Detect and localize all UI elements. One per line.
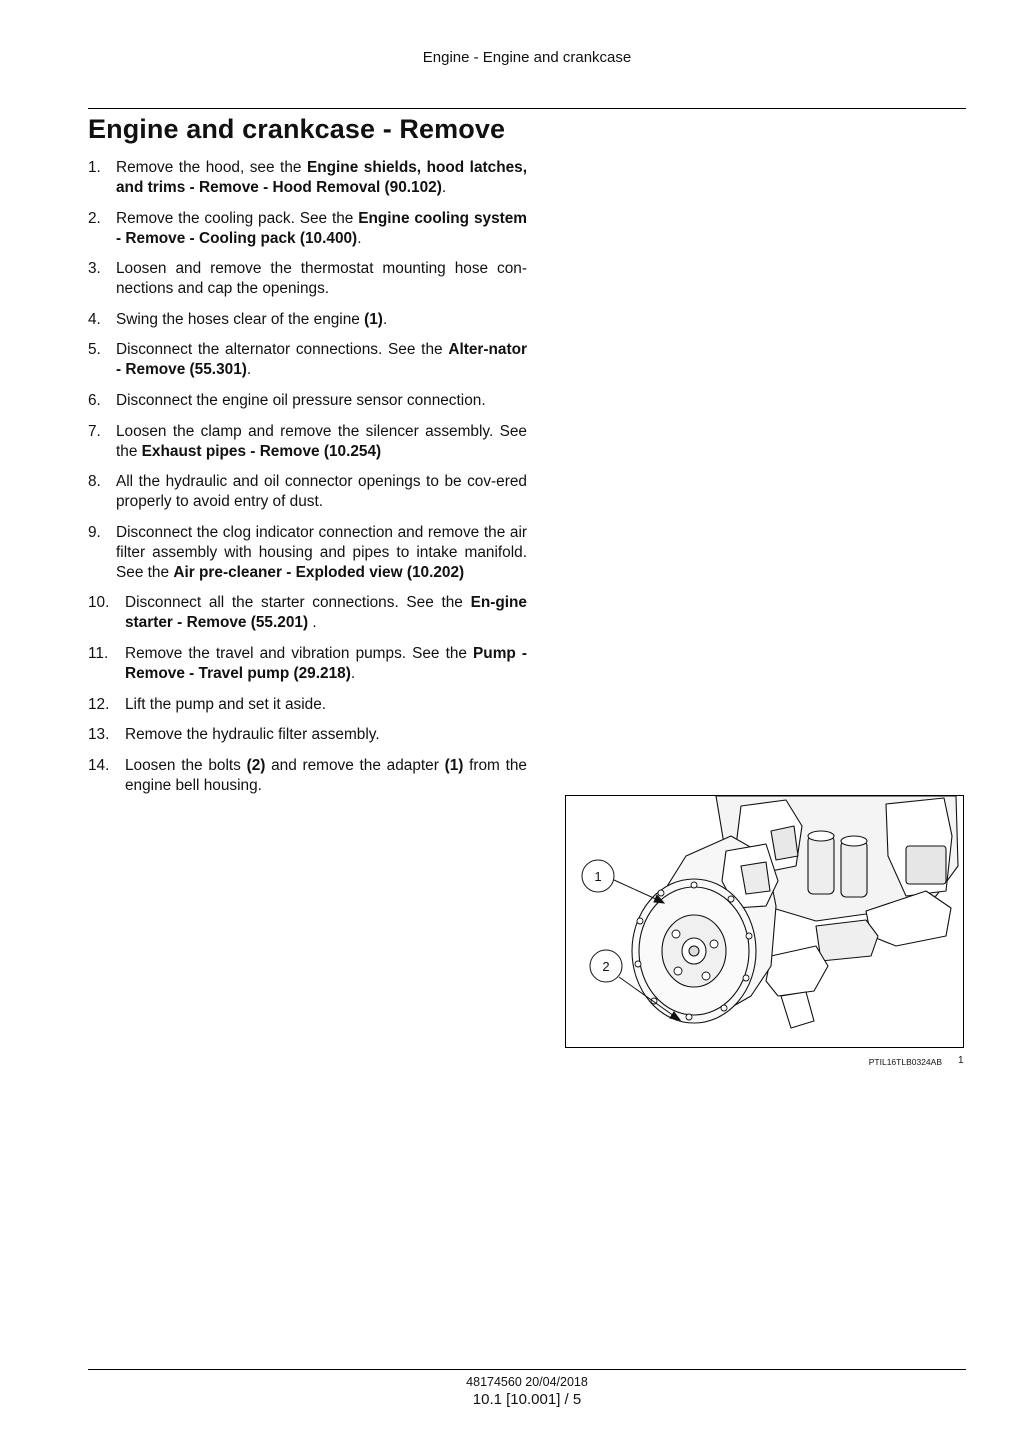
step-item	[88, 209, 527, 249]
step-number: 12.	[88, 695, 110, 713]
running-header: Engine - Engine and crankcase	[422, 49, 632, 66]
step-item	[88, 391, 527, 411]
step-text: .	[441, 179, 447, 196]
step-reference: Air pre-cleaner - Exploded view (10.202)	[173, 563, 465, 581]
step-text: .	[350, 664, 356, 682]
step-item	[88, 593, 527, 633]
step-item	[88, 644, 527, 684]
page-title: Engine and crankcase - Remove	[88, 114, 506, 144]
step-text: Loosen and remove the thermostat mounting hose con-nections and cap the openings.	[116, 260, 527, 298]
step-number: 4.	[88, 310, 101, 328]
step-number: 14.	[88, 756, 110, 774]
step-text: Remove the hydraulic filter assembly.	[125, 726, 380, 744]
procedure-steps	[88, 158, 527, 806]
step-item	[88, 259, 527, 299]
step-text: and remove the adapter	[265, 756, 445, 774]
step-item	[88, 158, 527, 198]
step-item	[88, 695, 527, 715]
footer-rule	[88, 1369, 966, 1370]
engine-illustration	[565, 795, 964, 1048]
step-reference: Alter-nator - Remove (55.301)	[116, 341, 527, 379]
step-text: .	[308, 614, 317, 632]
document-id: 48174560 20/04/2018	[466, 1375, 588, 1389]
callout-1-label: 1	[594, 869, 602, 884]
step-number: 8.	[88, 473, 101, 491]
header-rule	[88, 108, 966, 109]
step-text: Swing the hoses clear of the engine	[116, 310, 365, 328]
step-text: .	[246, 361, 252, 379]
step-text: Disconnect the engine oil pressure sensor connection.	[116, 391, 486, 409]
page-reference: 10.1 [10.001] / 5	[472, 1391, 582, 1408]
step-item	[88, 472, 527, 512]
step-number: 3.	[88, 260, 101, 278]
step-item	[88, 340, 527, 380]
callout-2-label: 2	[602, 959, 610, 974]
step-reference: Engine shields, hood latches, and trims - Remove - Hood Removal (90.102)	[116, 159, 527, 196]
step-reference: Engine cooling system - Remove - Cooling pack (10.400)	[116, 209, 527, 247]
step-item	[88, 725, 527, 745]
step-text: Disconnect the alternator connections. See the	[116, 341, 449, 359]
callout-1-leader	[614, 880, 658, 900]
step-text: Disconnect the clog indicator connection and remove the air filter assembly with housing and pipes to intake manifold. See the	[116, 523, 527, 581]
step-item	[88, 422, 527, 462]
step-text: Loosen the clamp and remove the silencer assembly. See the	[116, 422, 527, 460]
step-number: 11.	[88, 644, 109, 662]
step-text: Disconnect all the starter connections. See the	[125, 594, 471, 612]
step-number: 1.	[88, 159, 101, 176]
step-number: 2.	[88, 209, 101, 227]
step-item	[88, 310, 527, 330]
engine-line-drawing	[566, 796, 963, 1047]
step-number: 13.	[88, 726, 110, 744]
step-text: Loosen the bolts	[125, 756, 247, 774]
step-number: 5.	[88, 341, 101, 359]
figure-number: 1	[958, 1055, 964, 1066]
step-text: .	[382, 310, 388, 328]
step-number: 10.	[88, 594, 110, 612]
step-text: Lift the pump and set it aside.	[125, 695, 327, 713]
step-number: 7.	[88, 422, 101, 440]
step-reference: (1)	[444, 756, 464, 774]
step-number: 9.	[88, 523, 101, 541]
step-text: from the engine bell housing.	[125, 756, 527, 794]
step-reference: Exhaust pipes - Remove (10.254)	[141, 442, 382, 460]
step-text: All the hydraulic and oil connector openings to be cov-ered properly to avoid entry of dust.	[116, 473, 527, 511]
step-text: Remove the cooling pack. See the	[116, 209, 359, 227]
step-item	[88, 756, 527, 796]
step-text: Remove the hood, see the	[116, 159, 307, 176]
step-text: Remove the travel and vibration pumps. See the	[125, 644, 474, 662]
figure-code: PTIL16TLB0324AB	[868, 1057, 942, 1067]
step-item	[88, 523, 527, 583]
step-reference: (1)	[364, 310, 383, 328]
step-reference: En-gine starter - Remove (55.201)	[125, 594, 527, 632]
step-text: .	[357, 229, 362, 247]
step-number: 6.	[88, 391, 101, 409]
step-reference: (2)	[246, 756, 266, 774]
step-reference: Pump - Remove - Travel pump (29.218)	[125, 644, 527, 682]
